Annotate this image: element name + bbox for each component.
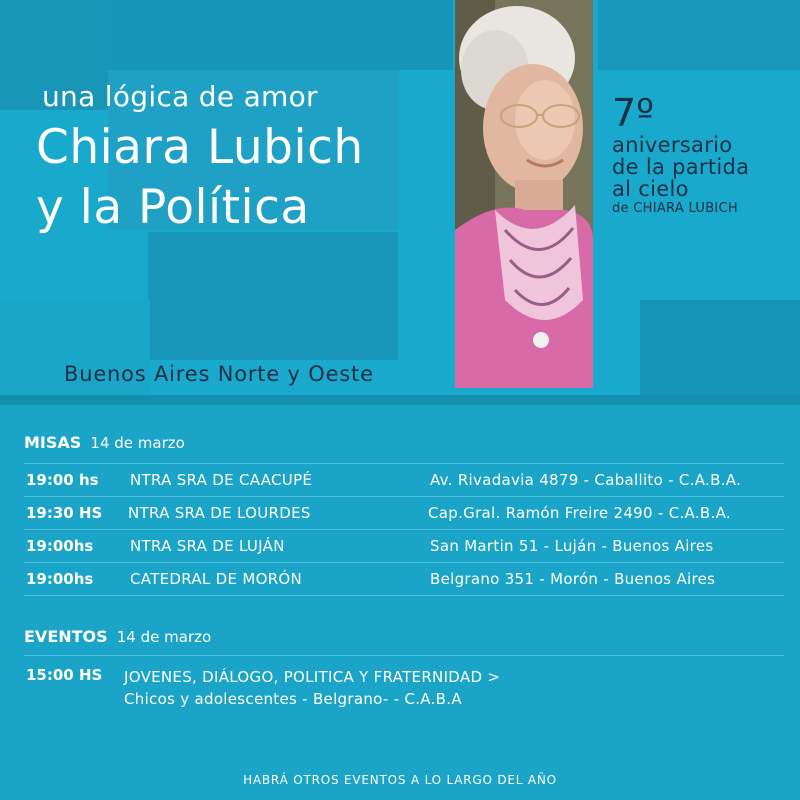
mass-time: 19:00hs: [26, 570, 94, 588]
misas-date: 14 de marzo: [90, 434, 185, 452]
subtitle: una lógica de amor: [42, 80, 318, 113]
header: [0, 0, 800, 395]
event-row: [24, 655, 784, 716]
portrait-illustration: [455, 0, 593, 388]
mass-row: [24, 463, 784, 496]
decor-square: [108, 0, 453, 70]
mass-time: 19:30 HS: [26, 504, 103, 522]
eventos-heading: [24, 627, 211, 646]
anniversary-line: al cielo: [612, 177, 689, 201]
event-title: JOVENES, DIÁLOGO, POLITICA Y FRATERNIDAD >: [124, 668, 501, 686]
footer-note: HABRÁ OTROS EVENTOS A LO LARGO DEL AÑO: [243, 773, 557, 787]
schedule-section: [0, 395, 800, 800]
mass-place: NTRA SRA DE CAACUPÉ: [130, 471, 313, 489]
portrait-photo: [455, 0, 593, 388]
event-time: 15:00 HS: [26, 666, 103, 684]
mass-row: [24, 529, 784, 562]
anniversary-number: 7º: [612, 91, 655, 135]
event-detail: Chicos y adolescentes - Belgrano- - C.A.B.A: [124, 690, 462, 708]
decor-square: [148, 232, 398, 360]
mass-row: [24, 562, 784, 596]
decor-square: [598, 0, 800, 70]
mass-time: 19:00hs: [26, 537, 94, 555]
mass-address: Cap.Gral. Ramón Freire 2490 - C.A.B.A.: [428, 504, 731, 522]
eventos-label: EVENTOS: [24, 627, 108, 646]
mass-place: NTRA SRA DE LUJÁN: [130, 537, 285, 555]
eventos-date: 14 de marzo: [116, 628, 212, 646]
anniversary-subline: de CHIARA LUBICH: [612, 201, 739, 216]
divider-band: [0, 395, 800, 405]
event-description: [124, 666, 500, 710]
decor-square: [640, 300, 800, 395]
mass-place: NTRA SRA DE LOURDES: [128, 504, 311, 522]
anniversary-line: aniversario: [612, 133, 733, 157]
region-label: Buenos Aires Norte y Oeste: [64, 362, 374, 386]
mass-place: CATEDRAL DE MORÓN: [130, 570, 303, 588]
title-line-1: Chiara Lubich: [36, 120, 364, 175]
anniversary-block: [612, 92, 749, 218]
mass-address: Belgrano 351 - Morón - Buenos Aires: [430, 570, 716, 588]
misas-label: MISAS: [24, 433, 82, 452]
anniversary-line: de la partida: [612, 155, 750, 179]
mass-address: San Martin 51 - Luján - Buenos Aires: [430, 537, 714, 555]
mass-address: Av. Rivadavia 4879 - Caballito - C.A.B.A.: [430, 471, 742, 489]
misas-heading: [24, 433, 185, 452]
mass-time: 19:00 hs: [26, 471, 99, 489]
mass-row: [24, 496, 784, 529]
title-line-2: y la Política: [36, 180, 310, 235]
